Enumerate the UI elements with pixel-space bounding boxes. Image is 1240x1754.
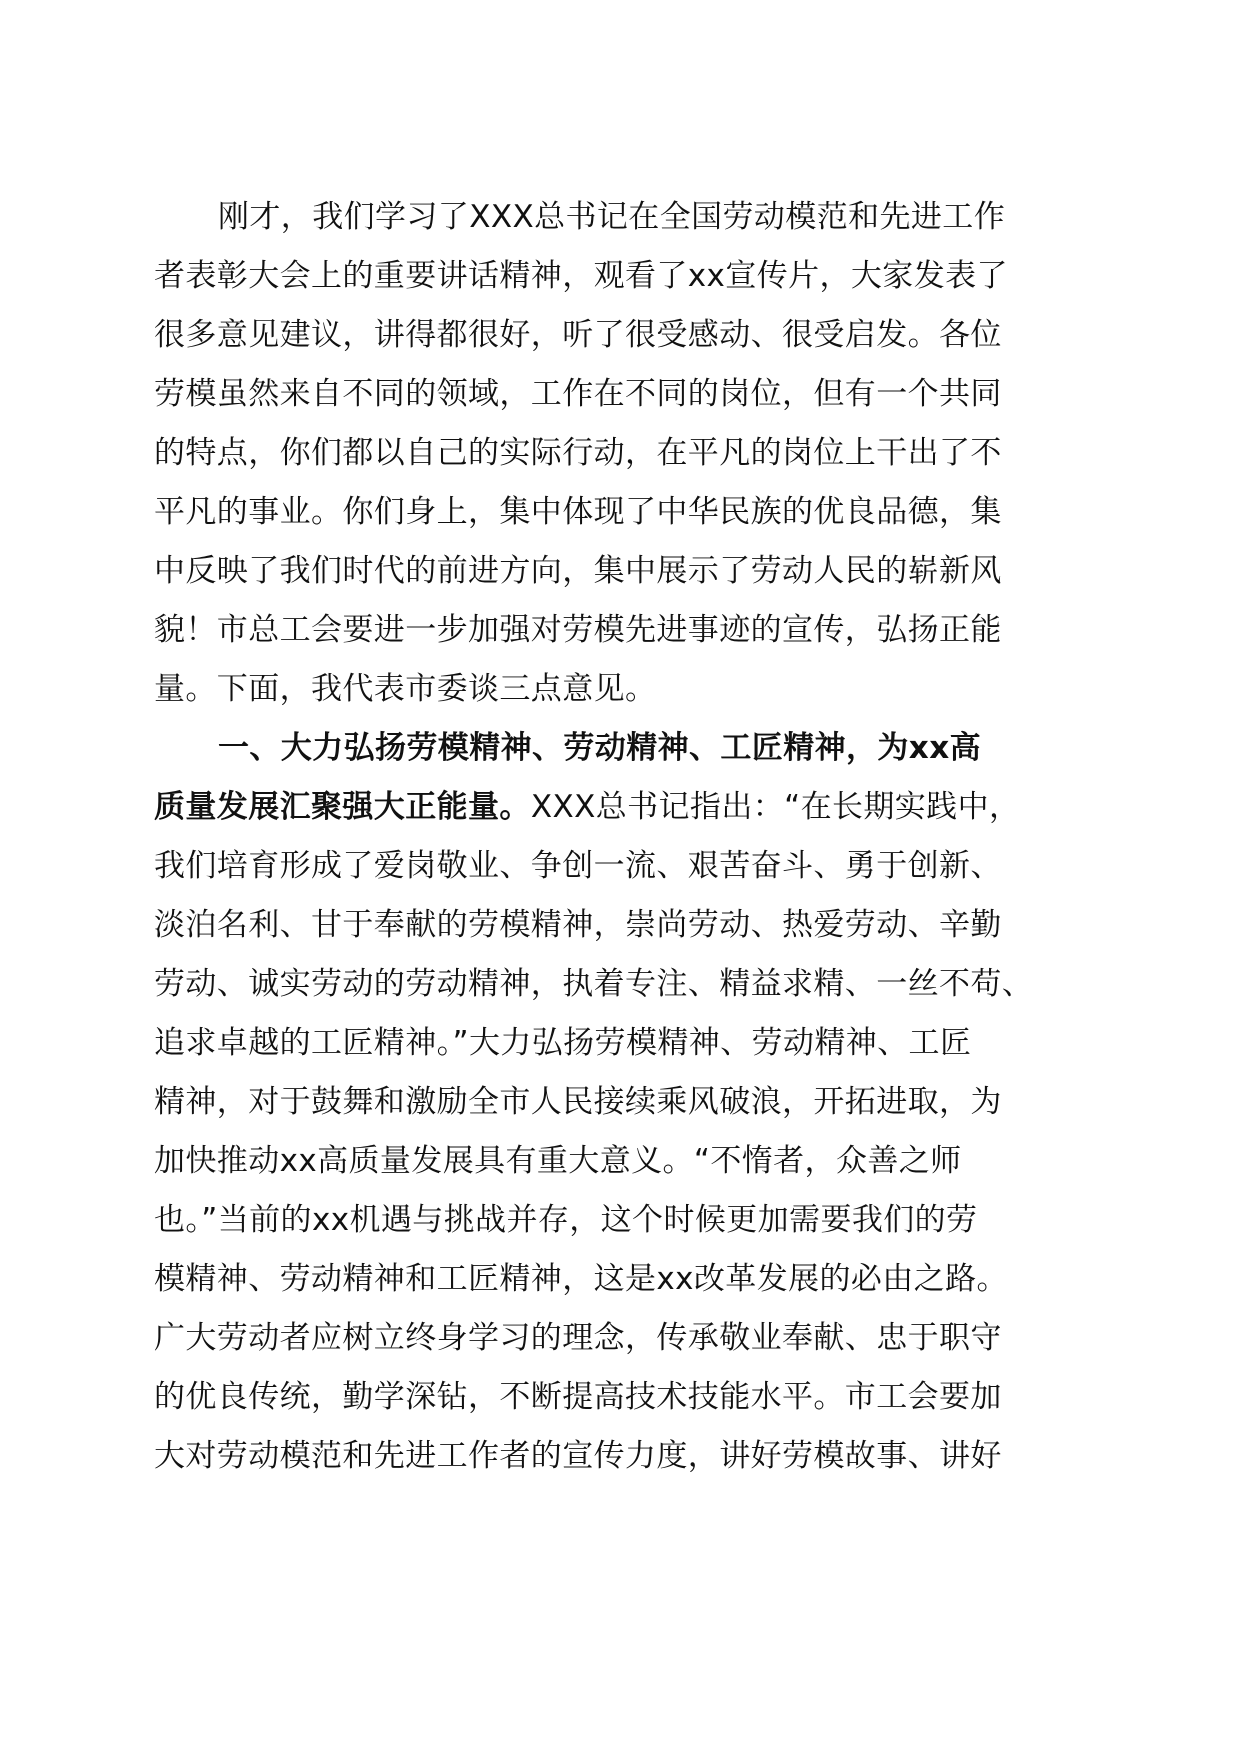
text-line: 加快推动xx高质量发展具有重大意义。“不惰者，众善之师	[154, 1143, 962, 1179]
text-line: 量。下面，我代表市委谈三点意见。	[154, 671, 657, 707]
paragraph-intro	[154, 188, 1100, 719]
text-line: 中反映了我们时代的前进方向，集中展示了劳动人民的崭新风	[154, 553, 1002, 589]
text-line	[154, 778, 1100, 837]
text-line: 我们培育形成了爱岗敬业、争创一流、艰苦奋斗、勇于创新、	[154, 848, 1002, 884]
section-heading-end: 质量发展汇聚强大正能量。	[154, 789, 531, 825]
text-line: 精神，对于鼓舞和激励全市人民接续乘风破浪，开拓进取，为	[154, 1084, 1002, 1120]
paragraph-section-one	[154, 719, 1100, 1486]
text-line: 的优良传统，勤学深钻，不断提高技术技能水平。市工会要加	[154, 1379, 1002, 1415]
text-line: 模精神、劳动精神和工匠精神，这是xx改革发展的必由之路。	[154, 1261, 1008, 1297]
text-line: 很多意见建议，讲得都很好，听了很受感动、很受启发。各位	[154, 317, 1002, 353]
text-line-rest: XXX总书记指出：“在长期实践中，	[530, 789, 1021, 825]
text-line: 平凡的事业。你们身上，集中体现了中华民族的优良品德，集	[154, 494, 1002, 530]
text-line: 劳动、诚实劳动的劳动精神，执着专注、精益求精、一丝不苟、	[154, 966, 1034, 1002]
text-line: 貌！市总工会要进一步加强对劳模先进事迹的宣传，弘扬正能	[154, 612, 1002, 648]
text-line: 刚才，我们学习了XXX总书记在全国劳动模范和先进工作	[218, 199, 1006, 235]
section-heading-line: 一、大力弘扬劳模精神、劳动精神、工匠精神，为xx高	[218, 730, 981, 766]
document-body	[154, 188, 1100, 1486]
text-line: 大对劳动模范和先进工作者的宣传力度，讲好劳模故事、讲好	[154, 1438, 1002, 1474]
text-line: 也。”当前的xx机遇与挑战并存，这个时候更加需要我们的劳	[154, 1202, 978, 1238]
text-line: 淡泊名利、甘于奉献的劳模精神，崇尚劳动、热爱劳动、辛勤	[154, 907, 1002, 943]
text-line: 者表彰大会上的重要讲话精神，观看了xx宣传片，大家发表了	[154, 258, 1008, 294]
text-line: 广大劳动者应树立终身学习的理念，传承敬业奉献、忠于职守	[154, 1320, 1002, 1356]
text-line: 追求卓越的工匠精神。”大力弘扬劳模精神、劳动精神、工匠	[154, 1025, 972, 1061]
text-line: 劳模虽然来自不同的领域，工作在不同的岗位，但有一个共同	[154, 376, 1002, 412]
text-line: 的特点，你们都以自己的实际行动，在平凡的岗位上干出了不	[154, 435, 1002, 471]
